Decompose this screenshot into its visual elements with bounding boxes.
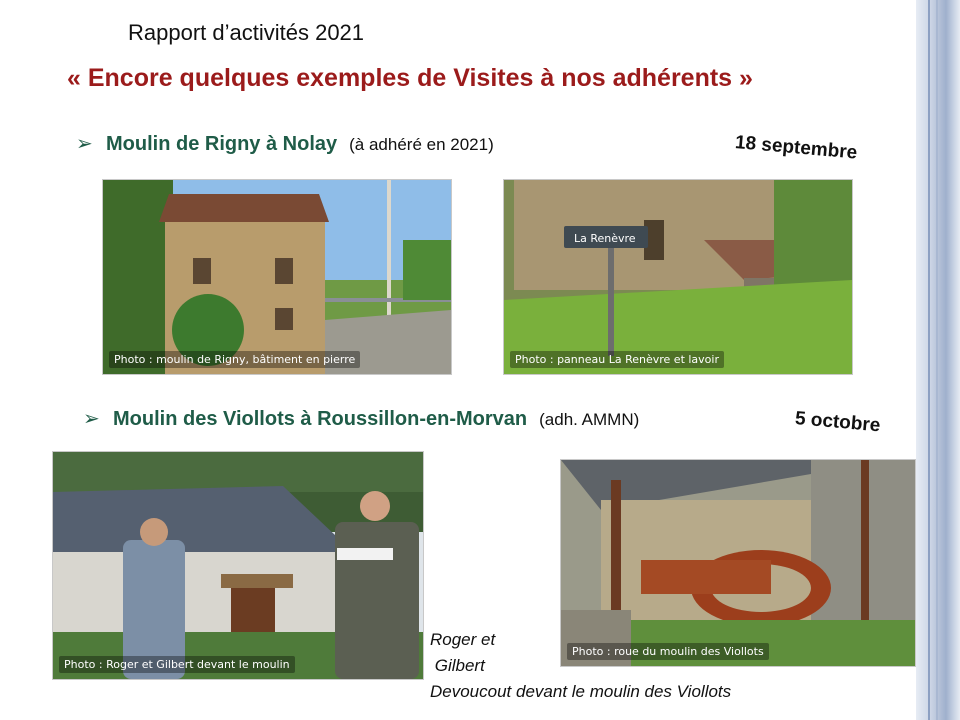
visit-name: Moulin des Viollots à Roussillon-en-Morvan: [113, 408, 528, 430]
visit-date: 18 septembre: [734, 132, 859, 164]
photo-renevre-image: [504, 180, 852, 374]
visit-date: 5 octobre: [794, 408, 882, 437]
slide-title: « Encore quelques exemples de Visites à nos adhérents »: [67, 64, 753, 92]
visit-note: (à adhéré en 2021): [349, 135, 494, 154]
report-heading: Rapport d’activités 2021: [128, 20, 365, 45]
visit-note: (adh. AMMN): [539, 410, 640, 429]
photo-label: Photo : moulin de Rigny, bâtiment en pierre: [109, 351, 360, 368]
visit-bullet-viollots: [83, 406, 639, 431]
photo-renevre: [503, 179, 853, 375]
visit-bullet-rigny: [76, 131, 494, 156]
photo-label: Photo : panneau La Renèvre et lavoir: [510, 351, 724, 368]
caption-line: Devoucout devant le moulin des Viollots: [430, 682, 732, 701]
photo-rigny-mill: [102, 179, 452, 375]
photo-label: Photo : Roger et Gilbert devant le moulin: [59, 656, 295, 673]
sign-text: La Renèvre: [574, 232, 636, 245]
photo-water-wheel: [560, 459, 916, 667]
caption-line: Gilbert: [430, 656, 485, 675]
photo-label: Photo : roue du moulin des Viollots: [567, 643, 769, 660]
photo-rigny-mill-image: [103, 180, 451, 374]
side-decoration-line: [936, 0, 938, 720]
photo-roger-gilbert: [52, 451, 424, 680]
arrow-bullet-icon: ➢: [83, 408, 100, 430]
caption-line: Roger et: [430, 630, 496, 649]
arrow-bullet-icon: ➢: [76, 133, 93, 155]
photo-roger-gilbert-image: [53, 452, 423, 679]
visit-name: Moulin de Rigny à Nolay: [106, 133, 338, 155]
side-decoration-line: [928, 0, 930, 720]
photo-water-wheel-image: [561, 460, 915, 666]
side-decoration-bar: [916, 0, 960, 720]
